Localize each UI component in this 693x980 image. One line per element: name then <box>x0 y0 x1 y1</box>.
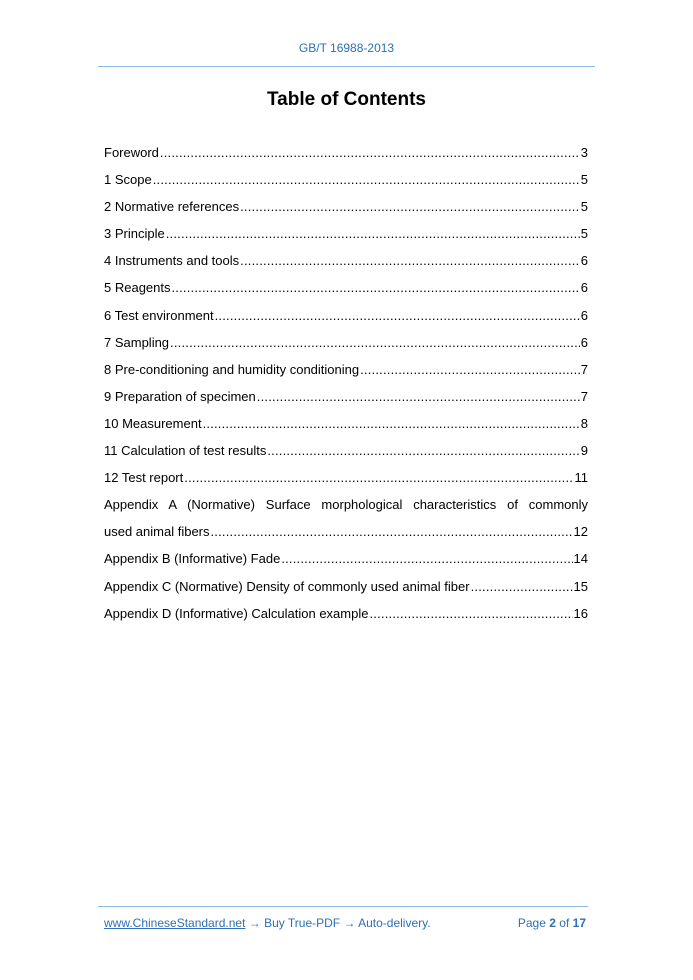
toc-entry-page: 15 <box>573 578 588 594</box>
toc-entry-page: 6 <box>580 334 588 350</box>
toc-entry-label: Appendix B (Informative) Fade <box>104 551 281 567</box>
footer-tagline: → Buy True-PDF → Auto-delivery. <box>245 916 431 930</box>
toc-entry-label: Appendix D (Informative) Calculation example <box>104 605 369 621</box>
toc-entry-instruments-and-tools[interactable] <box>104 247 588 274</box>
toc-entry-scope[interactable] <box>104 166 588 193</box>
toc-leader-dots <box>360 356 580 383</box>
toc-entry-label: 12 Test report <box>104 470 184 486</box>
toc-entry-label: 8 Pre-conditioning and humidity conditioning <box>104 361 360 377</box>
toc-entry-label: Foreword <box>104 145 159 160</box>
toc-entry-page: 8 <box>580 415 588 431</box>
toc-entry-label: 11 Calculation of test results <box>104 443 267 459</box>
toc-leader-dots <box>203 410 580 437</box>
toc-entry-page: 5 <box>580 226 588 242</box>
toc-entry-page: 12 <box>573 524 588 540</box>
toc-entry-foreword[interactable] <box>104 139 588 166</box>
toc-entry-pre-conditioning[interactable] <box>104 356 588 383</box>
toc-entry-label: 6 Test environment <box>104 307 214 323</box>
toc-leader-dots <box>166 220 580 247</box>
toc-leader-dots <box>215 302 580 329</box>
toc-entry-page: 9 <box>580 443 588 459</box>
toc-entry-label: 2 Normative references <box>104 199 240 215</box>
toc-entry-preparation-of-specimen[interactable] <box>104 383 588 410</box>
chinesestandard-link[interactable]: www.ChineseStandard.net <box>104 916 246 930</box>
toc-entry-label: 5 Reagents <box>104 280 171 296</box>
toc-leader-dots <box>160 139 580 166</box>
toc-entry-page: 7 <box>580 388 588 404</box>
toc-entry-appendix-a[interactable] <box>104 518 588 545</box>
toc-leader-dots <box>170 329 580 356</box>
page-of: of <box>559 916 570 930</box>
toc-entry-page: 16 <box>573 605 588 621</box>
toc-leader-dots <box>211 518 573 545</box>
toc-leader-dots <box>172 274 580 301</box>
toc-entry-page: 3 <box>580 145 588 160</box>
toc-entry-label: 9 Preparation of specimen <box>104 388 256 404</box>
page-current: 2 <box>549 916 556 930</box>
toc-leader-dots <box>184 464 573 491</box>
toc-entry-label: Appendix C (Normative) Density of commonly used animal fiber <box>104 578 470 594</box>
header-divider <box>98 66 595 67</box>
document-code: GB/T 16988-2013 <box>298 41 395 55</box>
toc-entry-sampling[interactable] <box>104 329 588 356</box>
toc-leader-dots <box>369 600 572 627</box>
toc-entry-principle[interactable] <box>104 220 588 247</box>
footer-divider <box>98 906 588 907</box>
toc-entry-measurement[interactable] <box>104 410 588 437</box>
toc-leader-dots <box>267 437 579 464</box>
toc-entry-normative-references[interactable] <box>104 193 588 220</box>
toc-entry-page: 6 <box>580 253 588 269</box>
page-total: 17 <box>572 916 586 930</box>
toc-leader-dots <box>471 573 573 600</box>
toc-leader-dots <box>240 247 580 274</box>
toc-entry-label: 1 Scope <box>104 172 152 188</box>
toc-entry-page: 6 <box>580 307 588 323</box>
toc-entry-label: 10 Measurement <box>104 415 202 431</box>
toc-entry-label: 7 Sampling <box>104 334 170 350</box>
toc-entry-label: used animal fibers <box>104 524 210 540</box>
toc-entry-label: 4 Instruments and tools <box>104 253 240 269</box>
toc-entry-label: 3 Principle <box>104 226 165 242</box>
toc-entry-page: 7 <box>580 361 588 377</box>
page-footer <box>104 916 586 930</box>
toc-entry-test-report[interactable] <box>104 464 588 491</box>
page-prefix: Page <box>517 916 546 930</box>
toc-entry-reagents[interactable] <box>104 274 588 301</box>
toc-entry-page: 5 <box>580 199 588 215</box>
toc-entry-page: 14 <box>573 551 588 567</box>
toc-entry-page: 5 <box>580 172 588 188</box>
toc-leader-dots <box>240 193 580 220</box>
toc-leader-dots <box>257 383 580 410</box>
table-of-contents <box>104 139 588 627</box>
toc-entry-appendix-a-line1[interactable]: Appendix A (Normative) Surface morphological characteristics of commonly <box>104 497 588 513</box>
toc-entry-page: 11 <box>574 470 588 486</box>
toc-entry-test-environment[interactable] <box>104 302 588 329</box>
toc-entry-appendix-b[interactable] <box>104 545 588 572</box>
page-indicator <box>518 916 586 930</box>
page-title: Table of Contents <box>266 89 427 110</box>
toc-entry-page: 6 <box>580 280 588 296</box>
toc-entry-appendix-d[interactable] <box>104 600 588 627</box>
toc-leader-dots <box>153 166 580 193</box>
toc-entry-calculation-of-test-results[interactable] <box>104 437 588 464</box>
toc-leader-dots <box>281 545 572 572</box>
footer-left <box>104 916 431 930</box>
toc-entry-appendix-c[interactable] <box>104 573 588 600</box>
